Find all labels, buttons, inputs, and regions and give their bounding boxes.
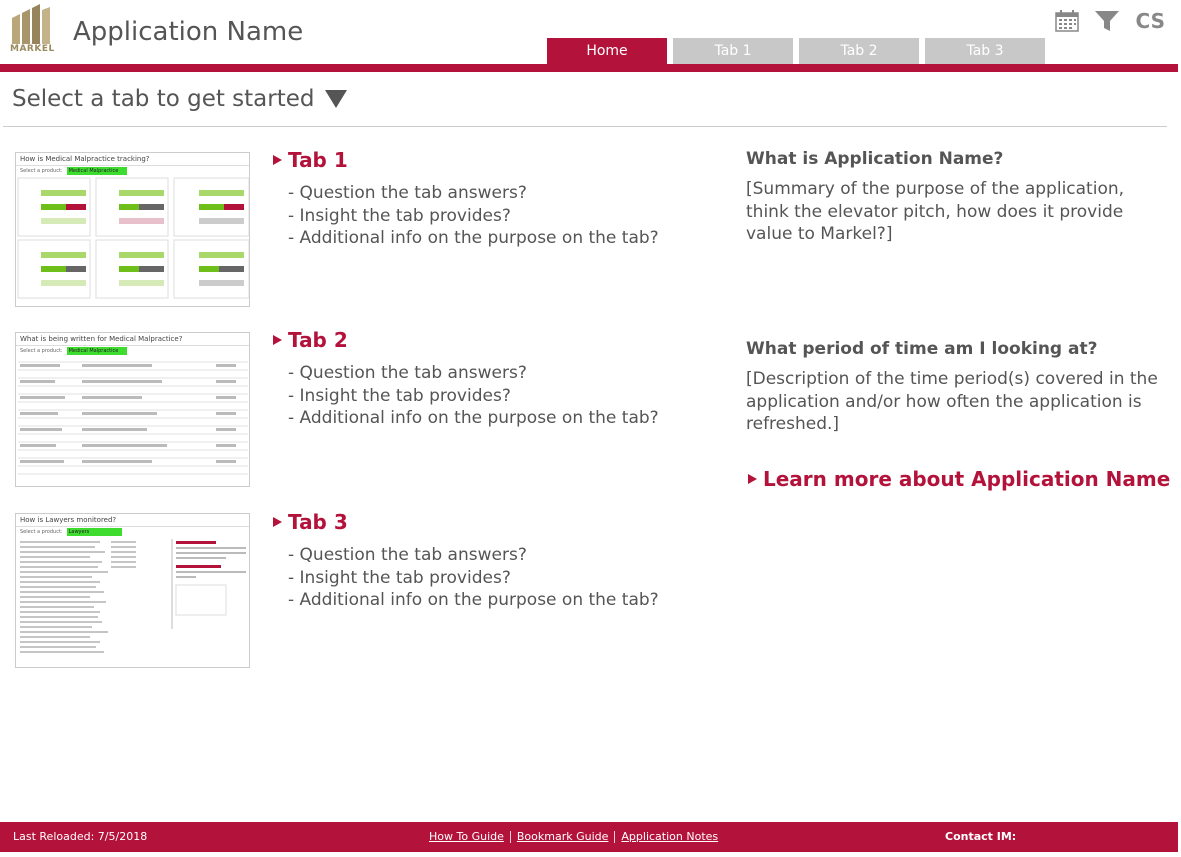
tab2-section [273, 328, 659, 430]
select-tab-heading [12, 86, 347, 112]
tab-2[interactable]: Tab 2 [799, 38, 919, 65]
tab3-thumbnail[interactable] [15, 513, 250, 668]
contact-label: Contact IM: [945, 830, 1017, 843]
tab1-bullets [288, 182, 659, 250]
list-item: - Additional info on the purpose on the tab? [288, 590, 659, 610]
tab2-title: Tab 2 [288, 328, 348, 352]
thumbnail-product-row [16, 166, 249, 176]
header-accent-bar [0, 64, 1178, 72]
tab3-title: Tab 3 [288, 510, 348, 534]
divider [3, 126, 1167, 127]
how-to-guide-link[interactable]: How To Guide [429, 830, 504, 843]
separator [510, 831, 511, 843]
list-item: - Insight the tab provides? [288, 205, 511, 226]
thumbnail-product-label: Select a product: [20, 348, 63, 354]
tab2-bullets [288, 362, 659, 430]
thumbnail-product-value: Lawyers [67, 528, 122, 536]
calendar-icon[interactable] [1054, 9, 1080, 33]
thumbnail-chart-graphic [16, 176, 250, 301]
select-tab-text: Select a tab to get started [12, 86, 315, 112]
tab1-link[interactable] [273, 148, 659, 172]
triangle-right-icon [273, 517, 282, 527]
tab1-thumbnail[interactable] [15, 152, 250, 307]
period-title: What period of time am I looking at? [746, 339, 1098, 359]
what-is-body: [Summary of the purpose of the application, think the elevator pitch, how does it provide value to Markel?] [746, 179, 1125, 244]
bookmark-guide-link[interactable]: Bookmark Guide [516, 830, 609, 843]
thumbnail-title: How is Lawyers monitored? [16, 514, 249, 527]
thumbnail-product-value: Medical Malpractice [67, 167, 127, 175]
triangle-right-icon [273, 155, 282, 165]
list-item: - Insight the tab provides? [288, 385, 511, 406]
separator [614, 831, 615, 843]
learn-more-text: Learn more about Application Name [763, 467, 1171, 491]
top-icon-bar [1054, 9, 1165, 33]
tab2-link[interactable] [273, 328, 659, 352]
filter-icon[interactable] [1094, 9, 1120, 33]
thumbnail-title: What is being written for Medical Malpractice? [16, 333, 249, 346]
period-section [746, 339, 1166, 436]
list-item: - Insight the tab provides? [288, 567, 511, 588]
footer [0, 822, 1178, 852]
triangle-right-icon [748, 474, 757, 484]
learn-more-link[interactable] [748, 467, 1170, 491]
thumbnail-table-graphic [16, 356, 250, 481]
tab-bar [547, 38, 1045, 65]
list-item: - Additional info on the purpose on the tab? [288, 408, 659, 428]
tab-3[interactable]: Tab 3 [925, 38, 1045, 65]
thumbnail-product-label: Select a product: [20, 168, 63, 174]
what-is-title: What is Application Name? [746, 149, 1004, 169]
list-item: - Question the tab answers? [288, 363, 527, 383]
list-item: - Additional info on the purpose on the tab? [288, 228, 659, 248]
thumbnail-product-value: Medical Malpractice [67, 347, 127, 355]
thumbnail-list-graphic [16, 537, 250, 662]
triangle-down-icon [325, 90, 347, 108]
tab3-section [273, 510, 659, 612]
list-item: - Question the tab answers? [288, 545, 527, 565]
tab1-title: Tab 1 [288, 148, 348, 172]
triangle-right-icon [273, 335, 282, 345]
app-title: Application Name [73, 17, 304, 47]
logo-wordmark: MARKEL [10, 44, 55, 54]
tab3-bullets [288, 544, 659, 612]
last-reloaded: Last Reloaded: 7/5/2018 [13, 830, 148, 843]
thumbnail-product-row [16, 527, 249, 537]
tab-home[interactable]: Home [547, 38, 667, 65]
thumbnail-product-row [16, 346, 249, 356]
thumbnail-product-label: Select a product: [20, 529, 63, 535]
footer-links [429, 830, 718, 843]
header [0, 0, 1181, 72]
list-item: - Question the tab answers? [288, 183, 527, 203]
period-body: [Description of the time period(s) covered in the application and/or how often the application is refreshed.] [746, 369, 1158, 434]
tab-1[interactable]: Tab 1 [673, 38, 793, 65]
tab2-thumbnail[interactable] [15, 332, 250, 487]
tab1-section [273, 148, 659, 250]
user-initials[interactable]: CS [1135, 9, 1165, 33]
thumbnail-title: How is Medical Malpractice tracking? [16, 153, 249, 166]
tab3-link[interactable] [273, 510, 659, 534]
what-is-section [746, 149, 1166, 246]
application-notes-link[interactable]: Application Notes [621, 830, 719, 843]
